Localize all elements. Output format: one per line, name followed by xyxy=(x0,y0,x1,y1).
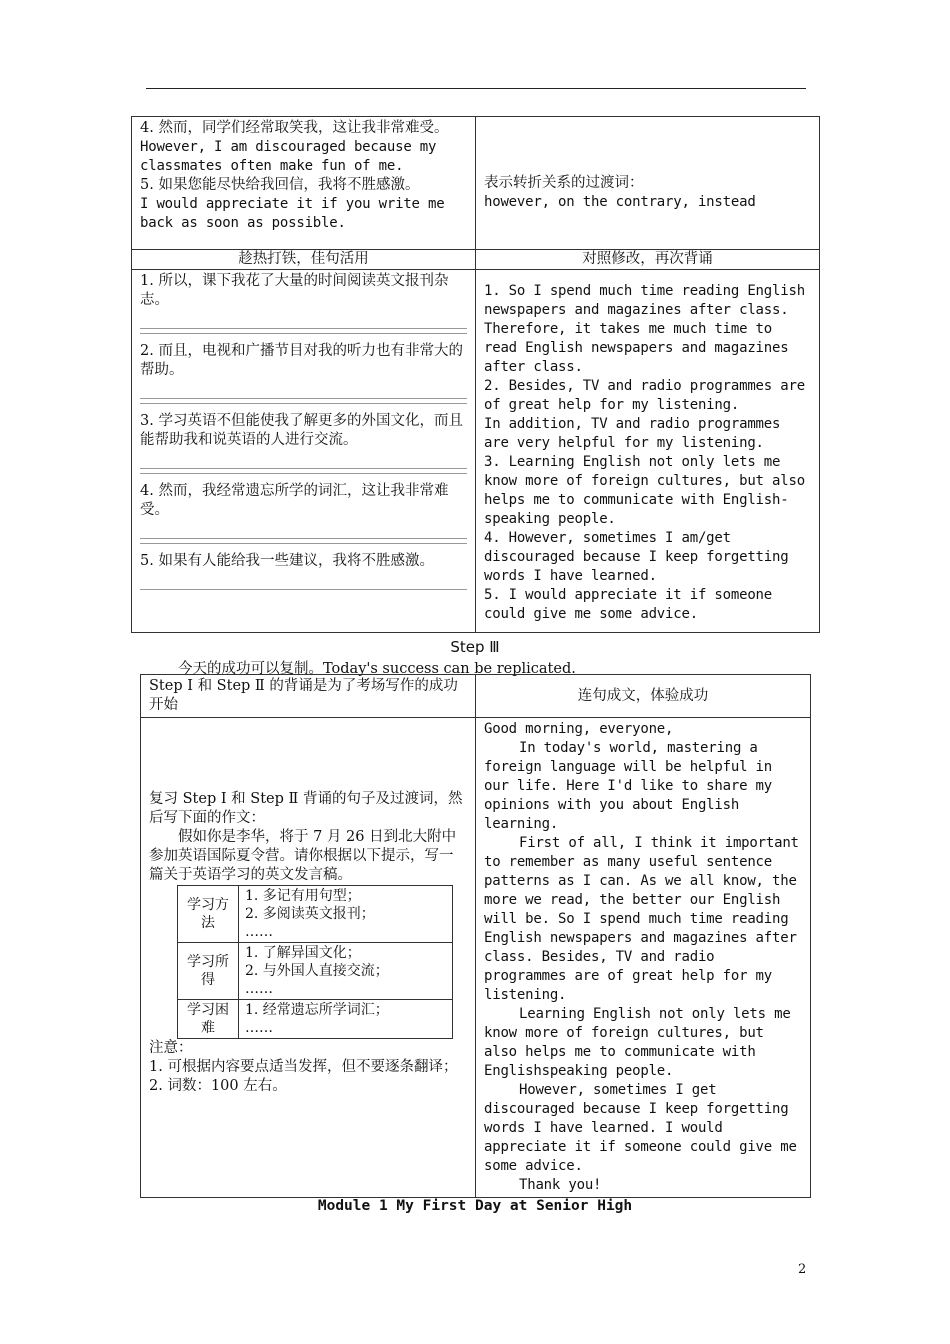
answer-2b: In addition, TV and radio programmes are very helpful for my listening. xyxy=(484,416,781,451)
answer-blank[interactable] xyxy=(140,333,467,334)
prompt-2: 2. 而且，电视和广播节目对我的听力也有非常大的帮助。 xyxy=(140,343,463,378)
transition-heading: 表示转折关系的过渡词： xyxy=(484,175,644,191)
prompt-4: 4. 然而，我经常遗忘所学的词汇，这让我非常难受。 xyxy=(140,483,449,518)
writing-table xyxy=(140,674,811,1198)
outline-items xyxy=(239,943,453,1000)
writing-header-row xyxy=(141,675,811,718)
outline-item: 1. 经常遗忘所学词汇； xyxy=(245,1002,389,1018)
answer-blank[interactable] xyxy=(140,543,467,544)
practice-table xyxy=(131,116,820,633)
answer-3: 3. Learning English not only lets me know more of foreign cultures, but also helps me to communicate with English-speaking people. xyxy=(484,454,805,527)
module-title: Module 1 My First Day at Senior High xyxy=(317,1198,633,1214)
outline-table xyxy=(177,885,453,1039)
outline-label: 学习方法 xyxy=(178,886,239,943)
essay-greeting: Good morning, everyone, xyxy=(484,721,674,737)
prompt-1: 1. 所以，课下我花了大量的时间阅读英文报刊杂志。 xyxy=(140,273,449,308)
essay-paragraph: However, sometimes I get discouraged because I keep forgetting words I have learned. I would appreciate it if someone could give me some advice. xyxy=(484,1082,797,1174)
header-rule xyxy=(146,88,806,89)
task-intro: 复习 Step Ⅰ 和 Step Ⅱ 背诵的句子及过渡词，然后写下面的作文： xyxy=(149,791,463,826)
answer-blank[interactable] xyxy=(140,573,467,590)
note-1: 1. 可根据内容要点适当发挥，但不要逐条翻译； xyxy=(149,1059,458,1075)
example-sentences-cell xyxy=(132,117,476,250)
practice-body-row xyxy=(132,270,820,633)
step-3-title: Step Ⅲ xyxy=(450,638,500,656)
answer-blank[interactable] xyxy=(140,473,467,474)
transition-row xyxy=(132,117,820,250)
essay-paragraph: Learning English not only lets me know more of foreign cultures, but also helps me to communicate with Englishspeaking people. xyxy=(484,1006,791,1079)
page-number: 2 xyxy=(798,1262,807,1277)
sentence-4-zh: 4. 然而，同学们经常取笑我，这让我非常难受。 xyxy=(140,120,449,136)
essay-closing: Thank you! xyxy=(519,1177,602,1193)
outline-item: …… xyxy=(245,981,273,997)
answer-blank[interactable] xyxy=(140,312,467,329)
writing-header-right: 连句成文，体验成功 xyxy=(476,675,811,718)
sentence-5-en: I would appreciate it if you write me back as soon as possible. xyxy=(140,196,445,231)
practice-header-left: 趁热打铁，佳句活用 xyxy=(132,250,476,270)
writing-body-row xyxy=(141,718,811,1198)
answer-2a: 2. Besides, TV and radio programmes are of great help for my listening. xyxy=(484,378,805,413)
outline-label: 学习所得 xyxy=(178,943,239,1000)
note-2: 2. 词数：100 左右。 xyxy=(149,1078,287,1094)
outline-items xyxy=(239,1000,453,1039)
outline-row xyxy=(178,943,453,1000)
answer-4: 4. However, sometimes I am/get discouraged because I keep forgetting words I have learned. xyxy=(484,530,789,584)
practice-header-row xyxy=(132,250,820,270)
writing-task-cell xyxy=(141,718,476,1198)
essay-paragraph: In today's world, mastering a foreign language will be helpful in our life. Here I'd like to share my opinions with you about English learning. xyxy=(484,740,773,832)
essay-paragraph: First of all, I think it important to remember as many useful sentence patterns as I can. As we all know, the more we read, the better our English will be. So I spend much time reading English newspapers and magazines after class. Besides, TV and radio programmes are of great help for my listening. xyxy=(484,835,799,1003)
answer-blank[interactable] xyxy=(140,522,467,539)
answer-5: 5. I would appreciate it if someone could give me some advice. xyxy=(484,587,773,622)
outline-items xyxy=(239,886,453,943)
sentence-5-zh: 5. 如果您能尽快给我回信，我将不胜感激。 xyxy=(140,177,420,193)
outline-row xyxy=(178,1000,453,1039)
answer-blank[interactable] xyxy=(140,452,467,469)
outline-item: …… xyxy=(245,1020,273,1036)
outline-item: 2. 与外国人直接交流； xyxy=(245,963,389,979)
answer-blank[interactable] xyxy=(140,382,467,399)
step-3-intro: 今天的成功可以复制。Today's success can be replicated. xyxy=(178,661,576,677)
outline-item: 2. 多阅读英文报刊； xyxy=(245,906,375,922)
outline-item: …… xyxy=(245,924,273,940)
outline-row xyxy=(178,886,453,943)
outline-item: 1. 多记有用句型； xyxy=(245,888,361,904)
prompt-5: 5. 如果有人能给我一些建议，我将不胜感激。 xyxy=(140,553,434,569)
transition-words: however, on the contrary, instead xyxy=(484,194,756,210)
answer-blank[interactable] xyxy=(140,403,467,404)
sentence-4-en: However, I am discouraged because my classmates often make fun of me. xyxy=(140,139,437,174)
practice-header-right: 对照修改，再次背诵 xyxy=(476,250,820,270)
essay-cell xyxy=(476,718,811,1198)
outline-label: 学习困难 xyxy=(178,1000,239,1039)
prompt-3: 3. 学习英语不但能使我了解更多的外国文化，而且能帮助我和说英语的人进行交流。 xyxy=(140,413,463,448)
transition-words-cell xyxy=(476,117,820,250)
practice-prompts-cell xyxy=(132,270,476,633)
answer-1a: 1. So I spend much time reading English newspapers and magazines after class. xyxy=(484,283,805,318)
outline-item: 1. 了解异国文化； xyxy=(245,945,361,961)
answer-1b: Therefore, it takes me much time to read English newspapers and magazines after class. xyxy=(484,321,789,375)
note-title: 注意： xyxy=(149,1040,193,1056)
task-body: 假如你是李华，将于 7 月 26 日到北大附中参加英语国际夏令营。请你根据以下提示，写一篇关于英语学习的英文发言稿。 xyxy=(149,829,457,883)
practice-answers-cell xyxy=(476,270,820,633)
writing-header-left: Step Ⅰ 和 Step Ⅱ 的背诵是为了考场写作的成功开始 xyxy=(141,675,476,718)
